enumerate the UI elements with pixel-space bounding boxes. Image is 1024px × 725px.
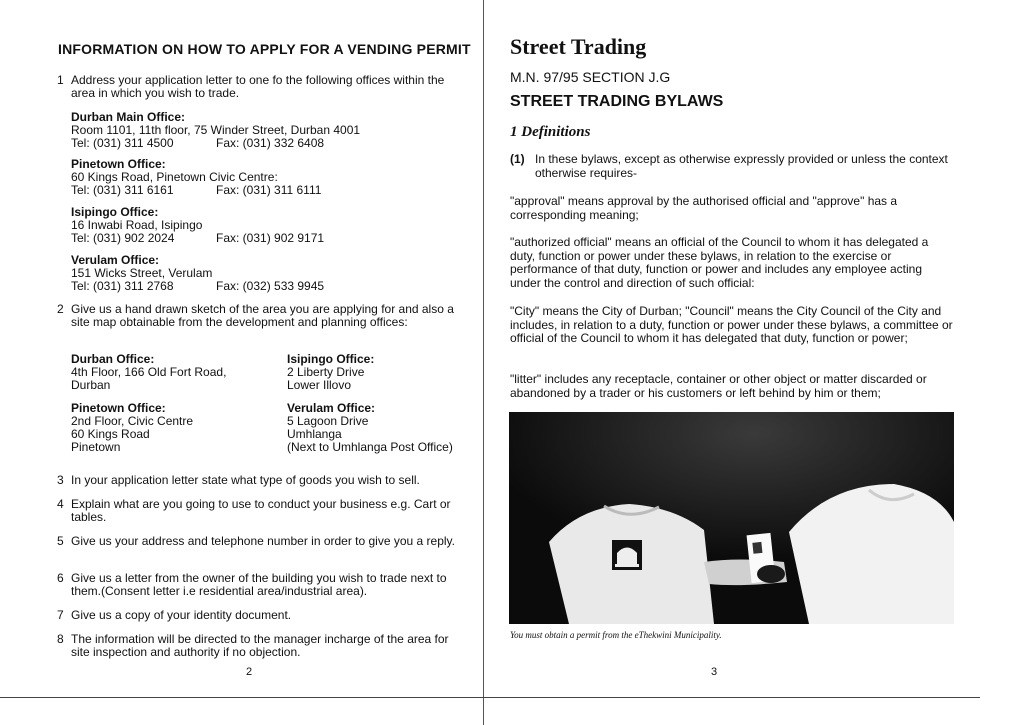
definitions-heading: 1 Definitions — [510, 124, 591, 140]
photo-illustration — [509, 412, 954, 624]
list-item: 4 Explain what are you going to use to conduct your business e.g. Cart or tables. — [57, 497, 451, 524]
site-office-durban: Durban Office: 4th Floor, 166 Old Fort Road, Durban — [71, 352, 227, 392]
definition-litter: "litter" includes any receptacle, container or other object or matter discarded or abandoned by a trader or his customers or left behind by him or them; — [510, 372, 927, 400]
page-number: 2 — [246, 666, 253, 678]
section-heading: STREET TRADING BYLAWS — [510, 93, 724, 110]
site-office-isipingo: Isipingo Office: 2 Liberty Drive Lower Illovo — [287, 352, 375, 392]
definition-authorized-official: "authorized official" means an official of the Council to whom it has delegated a duty, function or power under these bylaws, in relation to the exercise or performance of that duty, function or power and includes any employee acting under the control and direction of such official: — [510, 235, 929, 290]
list-item: 2 Give us a hand drawn sketch of the area you are applying for and also a site map obtainable from the development and planning offices: — [57, 302, 454, 329]
right-page — [484, 0, 1024, 725]
section-reference: M.N. 97/95 SECTION J.G — [510, 69, 671, 85]
list-item: 5 Give us your address and telephone number in order to give you a reply. — [57, 534, 455, 548]
page-title: Street Trading — [510, 34, 647, 59]
left-page — [0, 0, 484, 725]
definition-approval: "approval" means approval by the authorised official and "approve" has a corresponding meaning; — [510, 194, 898, 222]
office-verulam: Verulam Office: 151 Wicks Street, Verulam Tel: (031) 311 2768 Fax: (032) 533 9945 — [71, 253, 325, 293]
list-item: 6 Give us a letter from the owner of the building you wish to trade next to them.(Consent letter i.e residential area/industrial area). — [57, 571, 447, 598]
list-item: 8 The information will be directed to the manager incharge of the area for site inspection and authority if no objection. — [57, 632, 449, 659]
vendor-permit-photo — [509, 412, 954, 624]
office-durban-main: Durban Main Office: Room 1101, 11th floor, 75 Winder Street, Durban 4001 Tel: (031) 311 4500 Fax: (031) 332 6408 — [71, 110, 361, 150]
page-number: 3 — [711, 666, 718, 678]
list-item: 1 Address your application letter to one fo the following offices within the area in which you wish to trade. — [57, 73, 445, 100]
site-office-pinetown: Pinetown Office: 2nd Floor, Civic Centre 60 Kings Road Pinetown — [71, 401, 194, 454]
office-pinetown: Pinetown Office: 60 Kings Road, Pinetown Civic Centre: Tel: (031) 311 6161 Fax: (031) 311 6111 — [71, 157, 322, 197]
page-title: INFORMATION ON HOW TO APPLY FOR A VENDING PERMIT — [58, 41, 471, 57]
list-item: 3 In your application letter state what type of goods you wish to sell. — [57, 473, 420, 487]
photo-caption: You must obtain a permit from the eThekwini Municipality. — [510, 630, 722, 640]
office-isipingo: Isipingo Office: 16 Inwabi Road, Isipingo Tel: (031) 902 2024 Fax: (031) 902 9171 — [71, 205, 325, 245]
clause-1: (1) In these bylaws, except as otherwise expressly provided or unless the context otherwise requires- — [510, 152, 948, 180]
list-item: 7 Give us a copy of your identity document. — [57, 608, 292, 622]
definition-city: "City" means the City of Durban; "Council" means the City Council of the City and includes, in relation to a duty, function or power under these bylaws, a committee or official of the Council to whom it has delegated that duty, function or power; — [510, 304, 953, 345]
site-office-verulam: Verulam Office: 5 Lagoon Drive Umhlanga (Next to Umhlanga Post Office) — [287, 401, 453, 454]
